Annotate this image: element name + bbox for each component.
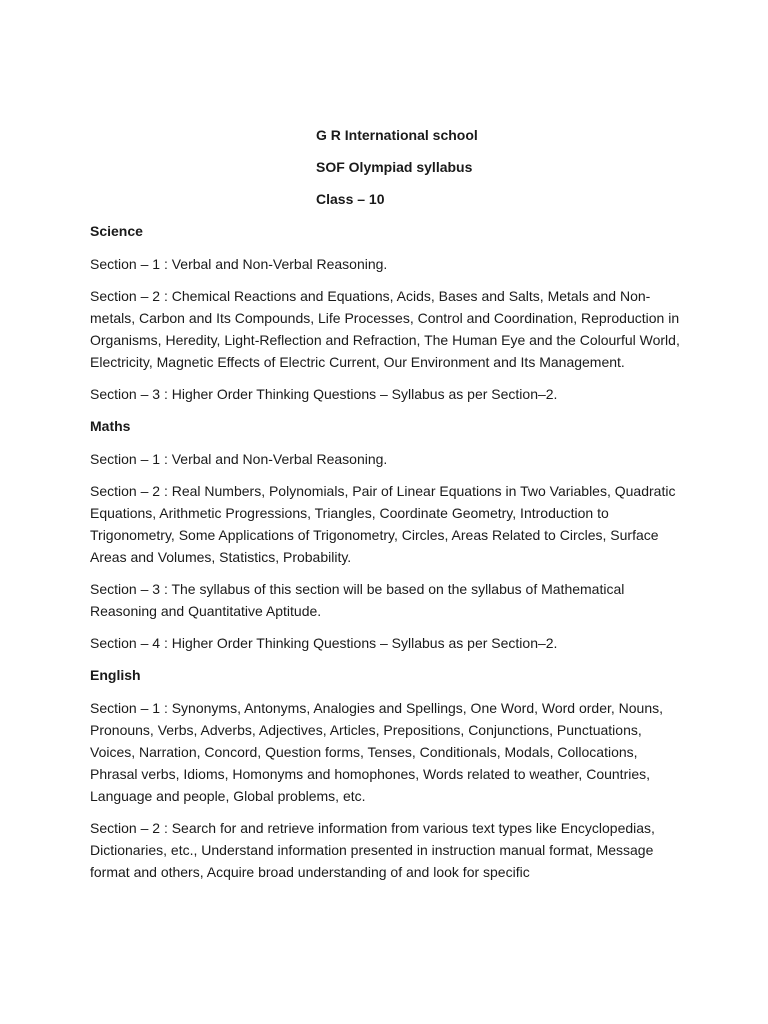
english-section-1: Section – 1 : Synonyms, Antonyms, Analogies and Spellings, One Word, Word order, Nouns, Pronouns, Verbs, Adverbs, Adjectives, Articles, Prepositions, Conjunctions, Punctuations, Voices, Narration, Concord, Question forms, Tenses, Conditionals, Modals, Collocations, Phrasal verbs, Idioms, Homonyms and homophones, Words related to weather, Countries, Language and people, Global problems, etc.: [90, 700, 664, 804]
maths-section-4: Section – 4 : Higher Order Thinking Questions – Syllabus as per Section–2.: [90, 635, 558, 651]
english-section-2: Section – 2 : Search for and retrieve information from various text types like Encyclopedias, Dictionaries, etc., Understand information presented in instruction manual format, Message format and others, Acquire broad understanding of and look for specific: [90, 820, 655, 880]
maths-section-1: Section – 1 : Verbal and Non-Verbal Reasoning.: [90, 451, 388, 467]
class-label: Class – 10: [316, 191, 385, 207]
maths-section-3: Section – 3 : The syllabus of this section will be based on the syllabus of Mathematical Reasoning and Quantitative Aptitude.: [90, 581, 625, 619]
science-section-3: Section – 3 : Higher Order Thinking Questions – Syllabus as per Section–2.: [90, 386, 558, 402]
maths-section-2: Section – 2 : Real Numbers, Polynomials, Pair of Linear Equations in Two Variables, Quadratic Equations, Arithmetic Progressions, Triangles, Coordinate Geometry, Introduction to Trigonometry, Some Applications of Trigonometry, Circles, Areas Related to Circles, Surface Areas and Volumes, Statistics, Probability.: [90, 483, 676, 565]
science-section-1: Section – 1 : Verbal and Non-Verbal Reasoning.: [90, 256, 388, 272]
school-name: G R International school: [316, 127, 478, 143]
exam-title: SOF Olympiad syllabus: [316, 159, 473, 175]
maths-heading: Maths: [90, 418, 131, 434]
english-heading: English: [90, 667, 141, 683]
science-heading: Science: [90, 223, 143, 239]
document-page: [90, 124, 680, 893]
science-section-2: Section – 2 : Chemical Reactions and Equations, Acids, Bases and Salts, Metals and Non-metals, Carbon and Its Compounds, Life Processes, Control and Coordination, Reproduction in Organisms, Heredity, Light-Reflection and Refraction, The Human Eye and the Colourful World, Electricity, Magnetic Effects of Electric Current, Our Environment and Its Management.: [90, 288, 680, 370]
